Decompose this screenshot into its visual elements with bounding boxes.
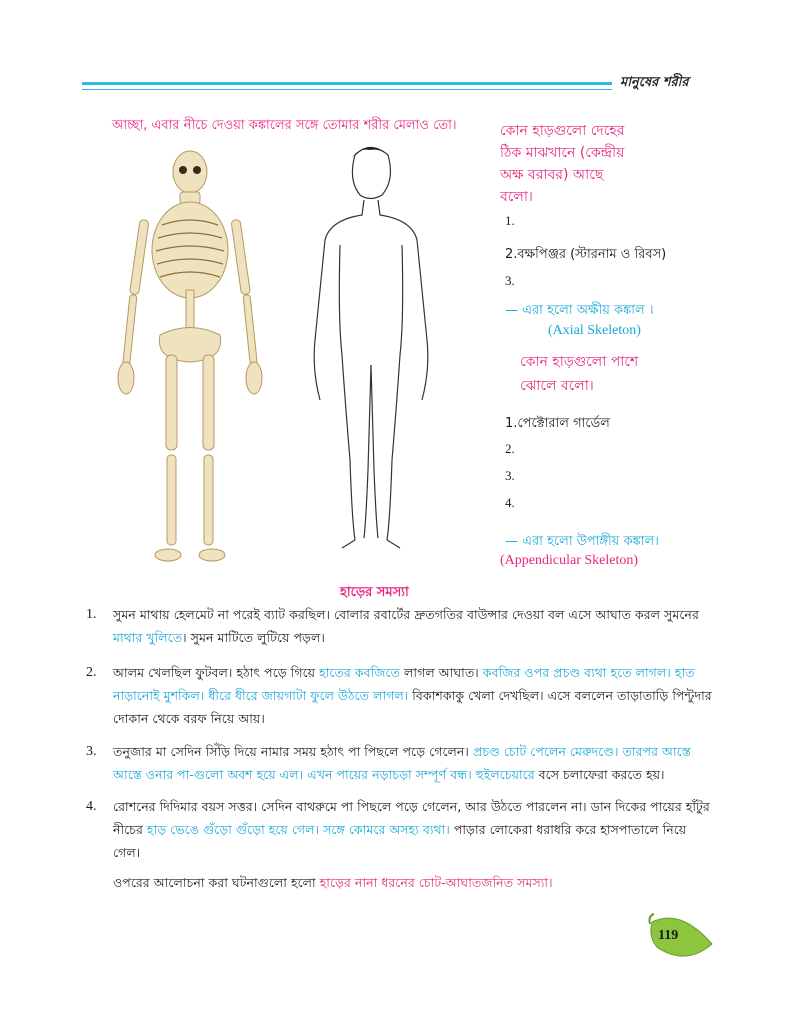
question-appendicular-line: ঝোলে বলো। [520,378,594,394]
appendicular-label: — এরা হলো উপাঙ্গীয় কঙ্কাল। [505,534,659,549]
item-highlight: হাতের কবজিতে [319,665,401,680]
axial-english: (Axial Skeleton) [548,323,641,338]
item-number: 4. [86,799,97,814]
header-rule-thick [82,82,612,85]
item-highlight: কবজির ওপর প্রচণ্ড ব্যথা হতে লাগল। হাত নাড়ানোই মুশকিল। ধীরে ধীরে জায়গাটা ফুলে উঠতে লাগল। [113,665,695,703]
item-text: লাগল আঘাত। [400,665,483,680]
item-highlight: হাড় ভেঙে গুঁড়ো গুঁড়ো হয়ে গেল। সঙ্গে কোমরে অসহ্য ব্যথা। [146,822,450,837]
question-axial-line: অক্ষ বরাবর) আছে [500,167,604,183]
leaf-icon [646,912,716,962]
item-text: বিকাশকাকু খেলা দেখছিল। এসে বললেন তাড়াতাড়ি পিন্টুদার দোকান থেকে বরফ নিয়ে আয়। [113,688,712,726]
question-axial-line: কোন হাড়গুলো দেহের [500,123,625,139]
question-axial-line: বলো। [500,189,533,205]
item-paragraph [113,661,713,730]
item-paragraph [113,795,713,864]
summary-text [113,875,553,895]
appendicular-item: 1.পেক্টোরাল গার্ডেল [505,416,610,431]
item-highlight: মাথার খুলিতে [113,630,183,645]
page-number: 119 [658,928,679,943]
item-text: । সুমন মাটিতে লুটিয়ে পড়ল। [182,630,325,645]
appendicular-item: 2. [505,441,515,456]
item-text: পাড়ার লোকেরা ধরাধরি করে হাসপাতালে নিয়ে গেল। [113,822,687,860]
appendicular-item: 3. [505,468,515,483]
item-number: 2. [86,665,97,680]
summary-highlight: হাড়ের নানা ধরনের চোট-আঘাতজনিত সমস্যা। [319,875,553,890]
summary-plain: ওপরের আলোচনা করা ঘটনাগুলো হলো [113,875,320,890]
axial-label: — এরা হলো অক্ষীয় কঙ্কাল । [505,303,654,318]
item-paragraph [113,603,713,649]
question-axial-line: ঠিক মাঝখানে (কেন্দ্রীয় [500,145,625,161]
question-axial [500,120,624,208]
appendicular-english: (Appendicular Skeleton) [500,553,639,568]
skeleton-illustration [100,150,280,570]
item-text: বসে চলাফেরা করতে হয়। [534,767,665,782]
axial-item: 1. [505,213,515,228]
item-text: সুমন মাথায় হেলমেট না পরেই ব্যাট করছিল। বোলার রবার্টের দ্রুতগতির বাউন্সার দেওয়া বল এসে আঘাত করল সুমনের [113,607,699,622]
header-rule-thin [82,89,612,90]
item-highlight: প্রচণ্ড চোট পেলেন মেরুদণ্ডে। তারপর আস্তে আস্তে ওনার পা-গুলো অবশ হয়ে এল। এখন পায়ের নড়াচড়া সম্পূর্ণ বন্ধ। হুইলচেয়ারে [113,744,691,782]
intro-text: আচ্ছা, এবার নীচে দেওয়া কঙ্কালের সঙ্গে তোমার শরীর মেলাও তো। [112,118,457,133]
question-appendicular-line: কোন হাড়গুলো পাশে [520,354,639,370]
section-title: হাড়ের সমস্যা [340,585,409,600]
axial-item: 3. [505,273,515,288]
item-number: 3. [86,744,97,759]
appendicular-item: 4. [505,495,515,510]
item-text: আলম খেলছিল ফুটবল। হঠাৎ পড়ে গিয়ে [113,665,320,680]
question-appendicular [520,350,638,398]
header-title: মানুষের শরীর [620,75,689,90]
item-text: তনুজার মা সেদিন সিঁড়ি দিয়ে নামার সময় হঠাৎ পা পিছলে পড়ে গেলেন। [113,744,473,759]
axial-item: 2.বক্ষপিঞ্জর (স্টারনাম ও রিবস) [505,247,667,262]
item-number: 1. [86,607,97,622]
item-paragraph [113,740,713,786]
item-text: রোশনের দিদিমার বয়স সত্তর। সেদিন বাথরুমে পা পিছলে পড়ে গেলেন, আর উঠতে পারলেন না। ডান দিকের পায়ের হাঁটুর নীচের [113,799,710,837]
human-body-outline [300,140,440,560]
